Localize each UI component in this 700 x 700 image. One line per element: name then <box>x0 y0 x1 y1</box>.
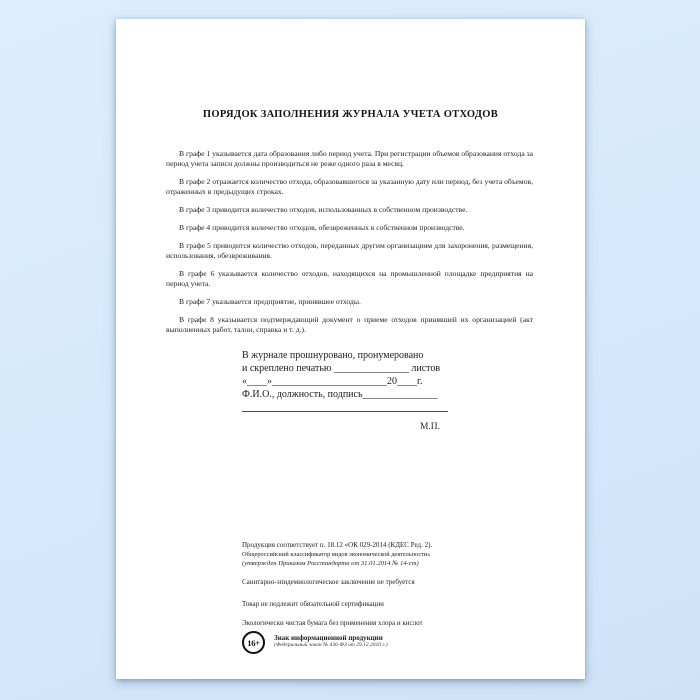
certification-line-2: и скреплено печатью _______________ листов <box>242 363 441 374</box>
certification-note: Товар не подлежит обязательной сертификации <box>242 600 384 608</box>
instruction-paragraph-3: В графе 3 приводится количество отходов, использованных в собственном производстве. <box>179 205 468 214</box>
stamp-placeholder: М.П. <box>419 422 440 432</box>
instruction-paragraph-1: В графе 1 указывается дата образования либо период учета. При регистрации объемов образования отхода за период учета записи должны производиться не реже одного раза в месяц. <box>166 149 533 168</box>
document-title: ПОРЯДОК ЗАПОЛНЕНИЯ ЖУРНАЛА УЧЕТА ОТХОДОВ <box>202 109 499 120</box>
instruction-paragraph-7: В графе 7 указывается предприятие, принявшее отходы. <box>179 297 361 306</box>
instruction-paragraph-4: В графе 4 приводится количество отходов, обезвреженных в собственном производстве. <box>179 223 465 232</box>
certification-line-3: «____»_______________________20____г. <box>242 376 423 387</box>
conformity-line-1: Продукция соответствует п. 18.12 «ОК 029-2014 (КДЕС Ред. 2). <box>242 541 433 549</box>
eco-note: Экологически чистая бумага без применения хлора и кислот <box>242 619 423 627</box>
age-mark-law: (Федеральный закон № 436-ФЗ от 29.12.2010 г.) <box>274 642 388 648</box>
footer-section <box>242 539 532 654</box>
conformity-line-3: (утвержден Приказом Росстандарта от 31.01.2014 № 14-ст) <box>242 560 419 567</box>
signature-rule <box>242 411 448 412</box>
document-page <box>116 19 585 679</box>
age-mark-text <box>274 634 388 649</box>
instruction-paragraph-8: В графе 8 указывается подтверждающий документ о приеме отходов принявшей их организацией (акт выполненных работ, талон, справка и т. д.). <box>166 315 533 334</box>
age-mark-row <box>242 631 532 654</box>
certification-line-4: Ф.И.О., должность, подпись_______________ <box>242 389 438 400</box>
conformity-line-2: Общероссийский классификатор видов экономической деятельности» <box>242 551 431 558</box>
certification-block <box>242 349 448 432</box>
instruction-paragraph-5: В графе 5 приводится количество отходов, переданных другим организациям для захоронения, размещения, использования, обезвреживания. <box>166 241 533 260</box>
age-mark-label: Знак информационной продукции <box>274 634 383 642</box>
certification-line-1: В журнале прошнуровано, пронумеровано <box>242 350 424 361</box>
instruction-paragraph-6: В графе 6 указывается количество отходов, находящихся на промышленной площадке предприятия на период учета. <box>166 269 533 288</box>
age-rating-icon: 16+ <box>242 631 265 654</box>
instruction-paragraph-2: В графе 2 отражается количество отхода, образовавшегося за указанную дату или период, без учета объемов, отраженных в предыдущих строках. <box>166 177 533 196</box>
instructions-section <box>166 149 533 343</box>
sanitary-note: Санитарно-эпидемиологическое заключение не требуется <box>242 578 415 586</box>
